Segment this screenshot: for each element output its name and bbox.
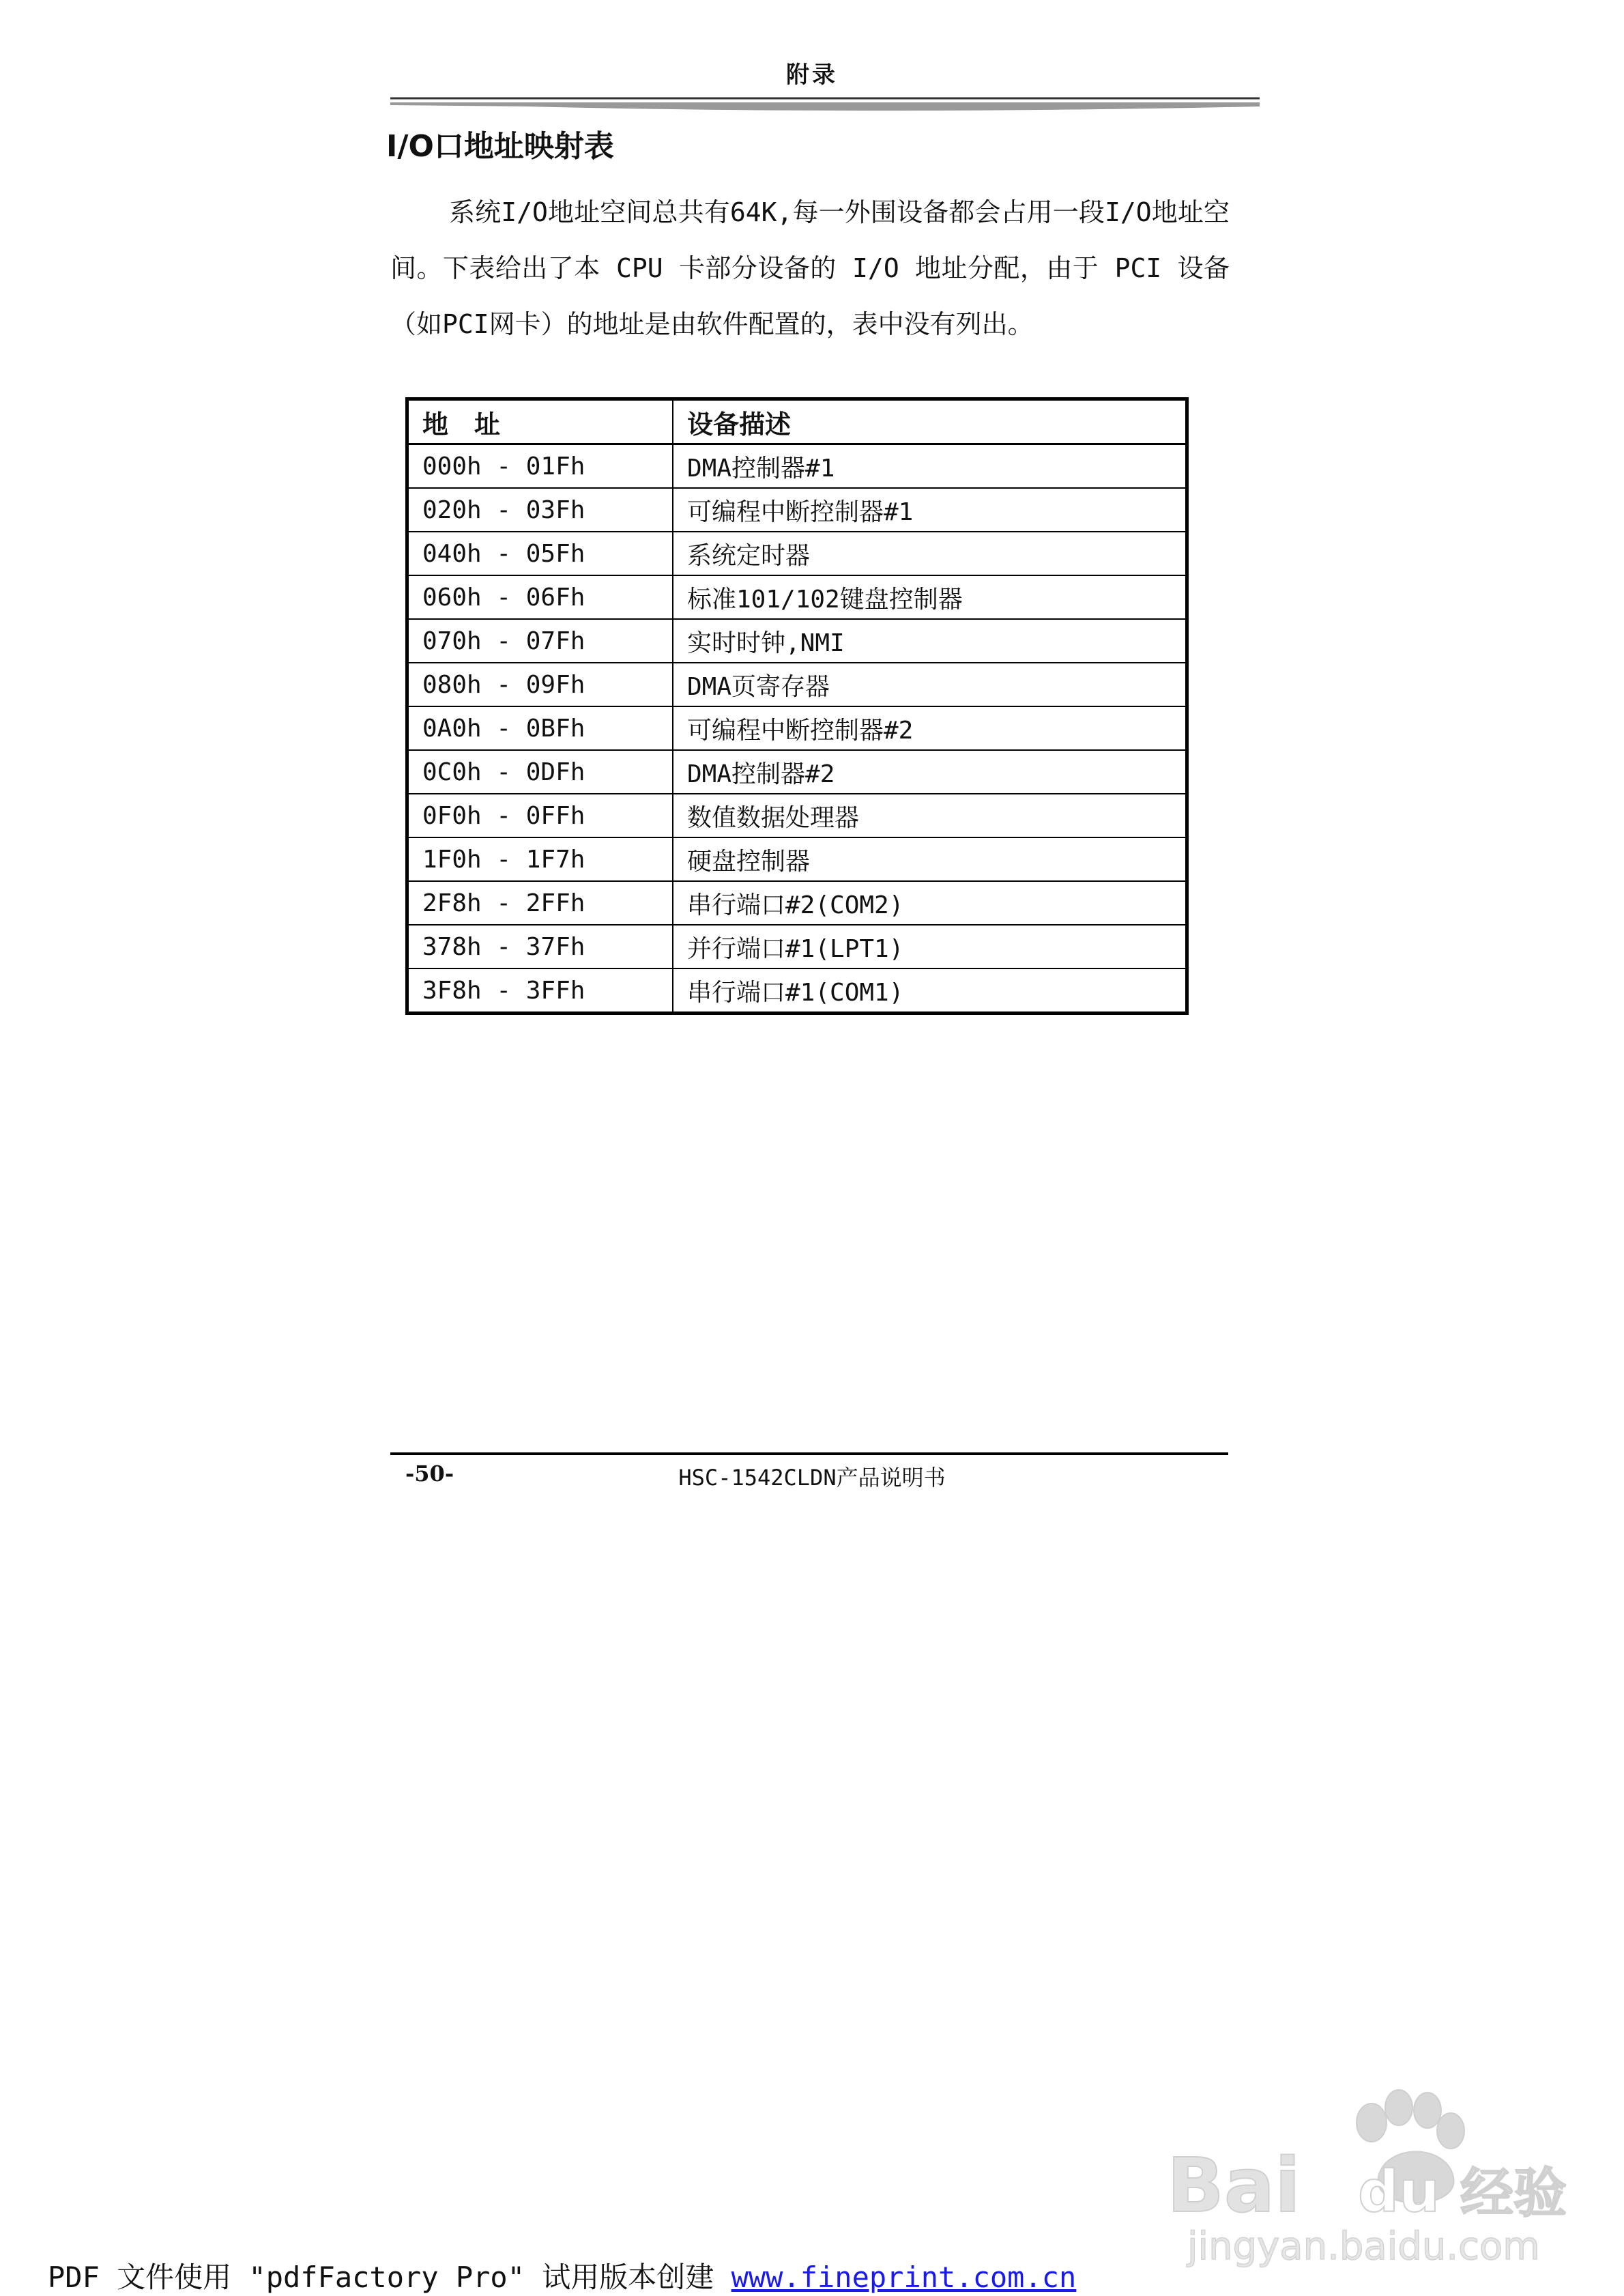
description-cell: DMA控制器#2	[673, 750, 1187, 794]
address-cell: 0A0h - 0BFh	[407, 706, 673, 750]
document-title: HSC-1542CLDN产品说明书	[678, 1465, 946, 1491]
address-cell: 2F8h - 2FFh	[407, 881, 673, 925]
description-cell: 串行端口#1(COM1)	[673, 968, 1187, 1014]
pdf-notice-text: PDF 文件使用 "pdfFactory Pro" 试用版本创建	[48, 2261, 731, 2294]
svg-text:Bai: Bai	[1167, 2142, 1301, 2229]
address-cell: 040h - 05Fh	[407, 532, 673, 575]
column-header-description: 设备描述	[673, 399, 1187, 444]
description-cell: DMA页寄存器	[673, 663, 1187, 706]
address-cell: 060h - 06Fh	[407, 575, 673, 619]
description-cell: 系统定时器	[673, 532, 1187, 575]
description-cell: DMA控制器#1	[673, 444, 1187, 489]
table-row	[407, 663, 1187, 706]
table-row	[407, 488, 1187, 532]
intro-paragraph: 系统I/O地址空间总共有64K,每一外围设备都会占用一段I/O地址空间。下表给出了本 CPU 卡部分设备的 I/O 地址分配，由于 PCI 设备（如PCI网卡）的地址是由软件配置的，表中没有列出。	[390, 197, 1230, 339]
table-row	[407, 837, 1187, 881]
description-cell: 并行端口#1(LPT1)	[673, 925, 1187, 968]
table-row	[407, 532, 1187, 575]
address-cell: 1F0h - 1F7h	[407, 837, 673, 881]
running-header-title: 附录	[786, 61, 838, 89]
address-cell: 0F0h - 0FFh	[407, 794, 673, 837]
address-cell: 378h - 37Fh	[407, 925, 673, 968]
description-cell: 标准101/102键盘控制器	[673, 575, 1187, 619]
svg-text:jingyan.baidu.com: jingyan.baidu.com	[1187, 2224, 1540, 2269]
header-divider	[390, 97, 1260, 116]
footer-divider	[390, 1452, 1228, 1455]
table-row	[407, 794, 1187, 837]
table-row	[407, 575, 1187, 619]
description-cell: 硬盘控制器	[673, 837, 1187, 881]
description-cell: 可编程中断控制器#2	[673, 706, 1187, 750]
column-header-address: 地 址	[407, 399, 673, 444]
table-row	[407, 619, 1187, 663]
address-cell: 000h - 01Fh	[407, 444, 673, 489]
io-address-table	[405, 397, 1189, 1015]
table-row	[407, 750, 1187, 794]
page-number: -50-	[405, 1461, 454, 1487]
table-row	[407, 968, 1187, 1014]
address-cell: 070h - 07Fh	[407, 619, 673, 663]
address-cell: 080h - 09Fh	[407, 663, 673, 706]
address-cell: 0C0h - 0DFh	[407, 750, 673, 794]
pdf-creator-notice	[48, 2255, 1076, 2296]
address-cell: 3F8h - 3FFh	[407, 968, 673, 1014]
section-title: I/O口地址映射表	[386, 129, 614, 164]
table-row	[407, 444, 1187, 489]
description-cell: 数值数据处理器	[673, 794, 1187, 837]
fineprint-link[interactable]: www.fineprint.com.cn	[731, 2261, 1077, 2294]
table-row	[407, 925, 1187, 968]
address-cell: 020h - 03Fh	[407, 488, 673, 532]
description-cell: 可编程中断控制器#1	[673, 488, 1187, 532]
table-header-row	[407, 399, 1187, 444]
table-row	[407, 881, 1187, 925]
description-cell: 串行端口#2(COM2)	[673, 881, 1187, 925]
svg-text:du: du	[1358, 2158, 1440, 2225]
table-row	[407, 706, 1187, 750]
description-cell: 实时时钟,NMI	[673, 619, 1187, 663]
svg-text:经验: 经验	[1460, 2163, 1567, 2224]
baidu-jingyan-watermark-logo	[1160, 2075, 1567, 2273]
